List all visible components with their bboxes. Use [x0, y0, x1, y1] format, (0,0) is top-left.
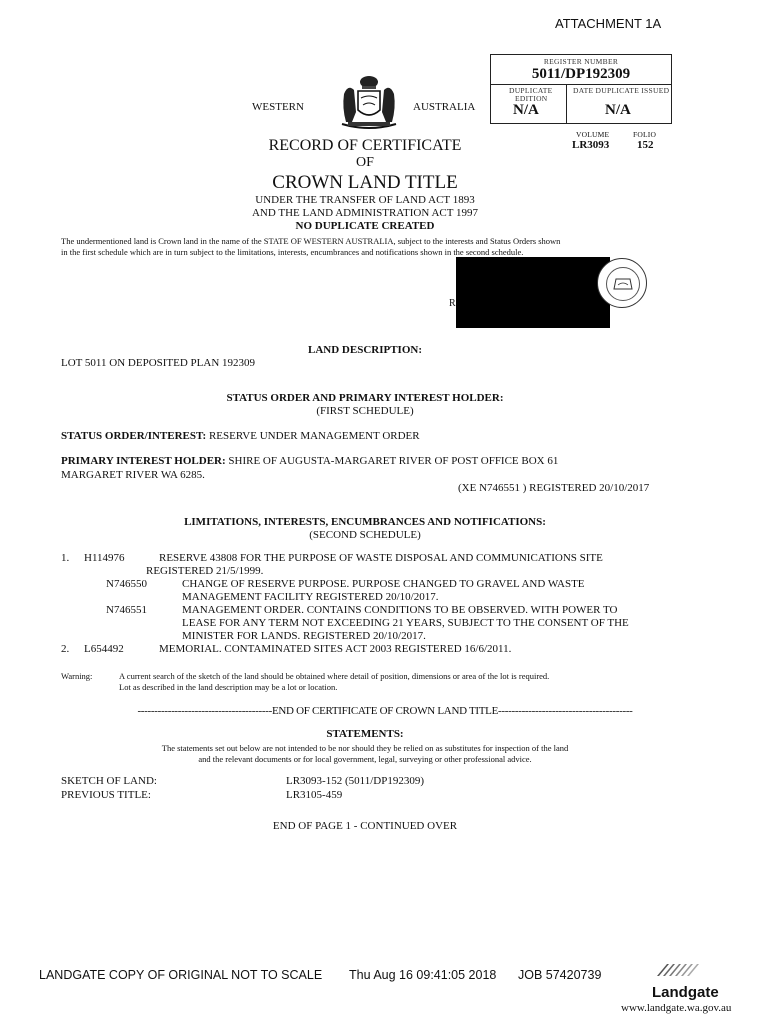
first-schedule-heading: STATUS ORDER AND PRIMARY INTEREST HOLDER: — [226, 392, 504, 404]
title-line-3: CROWN LAND TITLE — [272, 172, 458, 193]
title-line-2: OF — [356, 155, 374, 170]
second-schedule-heading: LIMITATIONS, INTERESTS, ENCUMBRANCES AND NOTIFICATIONS: — [184, 516, 546, 528]
landgate-logo-icon — [655, 960, 705, 980]
statements-heading: STATEMENTS: — [326, 728, 404, 740]
statements-line-1: The statements set out below are not intended to be nor should they be relied on as substitutes for inspection of the land — [161, 743, 569, 753]
footer-copy-notice: LANDGATE COPY OF ORIGINAL NOT TO SCALE — [39, 968, 323, 982]
intro-line-2: in the first schedule which are in turn subject to the limitations, interests, encumbrances and notifications shown in the second schedule. — [61, 247, 524, 257]
attachment-label: ATTACHMENT 1A — [555, 16, 662, 31]
land-description-text: LOT 5011 ON DEPOSITED PLAN 192309 — [61, 357, 256, 369]
list-item-code: H114976 — [84, 552, 125, 564]
register-number-label: REGISTER NUMBER — [543, 57, 619, 66]
status-order-row — [61, 430, 420, 442]
footer-job: JOB 57420739 — [518, 968, 602, 982]
list-item-line: MANAGEMENT FACILITY REGISTERED 20/10/2017. — [182, 591, 439, 603]
landgate-brand: Landgate — [652, 984, 719, 1001]
sketch-label: SKETCH OF LAND: — [61, 775, 157, 787]
landgate-seal-icon — [597, 258, 647, 308]
act-line-1: UNDER THE TRANSFER OF LAND ACT 1893 — [255, 194, 475, 206]
list-item-line: MINISTER FOR LANDS. REGISTERED 20/10/2017. — [182, 630, 426, 642]
volume-value: LR3093 — [572, 139, 610, 151]
warning-line-2: Lot as described in the land description may be a lot or location. — [119, 682, 338, 692]
statements-line-2: and the relevant documents or for local government, legal, surveying or other professional advice. — [198, 754, 532, 764]
warning-line-1: A current search of the sketch of the land should be obtained where detail of position, dimensions or area of the lot is required. — [119, 671, 550, 681]
primary-holder-value-1: SHIRE OF AUGUSTA-MARGARET RIVER OF POST OFFICE BOX 61 — [228, 455, 559, 467]
land-description-heading: LAND DESCRIPTION: — [308, 344, 422, 356]
duplicate-edition-value: N/A — [513, 102, 539, 118]
list-item-line: LEASE FOR ANY TERM NOT EXCEEDING 21 YEARS, SUBJECT TO THE CONSENT OF THE — [182, 617, 629, 629]
redaction-block — [456, 257, 610, 328]
date-issued-value: N/A — [605, 102, 631, 118]
list-item-number: 1. — [61, 552, 70, 564]
partial-letter: R — [449, 298, 456, 309]
folio-label: FOLIO — [633, 130, 657, 139]
previous-title-value: LR3105-459 — [286, 789, 343, 801]
duplicate-edition-label: DUPLICATE — [509, 86, 553, 95]
primary-holder-label: PRIMARY INTEREST HOLDER: — [61, 455, 226, 467]
list-item-code: L654492 — [84, 643, 124, 655]
state-right-word: AUSTRALIA — [413, 101, 476, 113]
landgate-url: www.landgate.wa.gov.au — [621, 1002, 732, 1014]
sketch-value: LR3093-152 (5011/DP192309) — [286, 775, 425, 787]
no-duplicate-notice: NO DUPLICATE CREATED — [295, 220, 435, 232]
title-line-1: RECORD OF CERTIFICATE — [268, 137, 462, 154]
volume-label: VOLUME — [576, 130, 610, 139]
end-of-certificate-line: ----------------------------------------END OF CERTIFICATE OF CROWN LAND TITLE---------------------------------------- — [137, 705, 633, 717]
list-item-line: MANAGEMENT ORDER. CONTAINS CONDITIONS TO BE OBSERVED. WITH POWER TO — [182, 604, 618, 616]
list-item-line: CHANGE OF RESERVE PURPOSE. PURPOSE CHANGED TO GRAVEL AND WASTE — [182, 578, 585, 590]
folio-value: 152 — [637, 139, 654, 151]
end-of-page-notice: END OF PAGE 1 - CONTINUED OVER — [272, 820, 458, 832]
date-issued-label: DATE DUPLICATE ISSUED — [573, 86, 670, 95]
list-item-line: MEMORIAL. CONTAMINATED SITES ACT 2003 REGISTERED 16/6/2011. — [159, 643, 512, 655]
list-item-line: REGISTERED 21/5/1999. — [146, 565, 264, 577]
list-item-code: N746551 — [106, 604, 147, 616]
primary-holder-row — [61, 455, 558, 467]
primary-holder-value-2: MARGARET RIVER WA 6285. — [61, 469, 205, 481]
status-order-value: RESERVE UNDER MANAGEMENT ORDER — [208, 430, 420, 442]
register-box — [490, 54, 672, 124]
state-left-word: WESTERN — [252, 101, 304, 113]
second-schedule-subheading: (SECOND SCHEDULE) — [309, 529, 421, 541]
act-line-2: AND THE LAND ADMINISTRATION ACT 1997 — [251, 207, 478, 219]
duplicate-edition-label-2: EDITION — [515, 94, 548, 103]
status-order-label: STATUS ORDER/INTEREST: — [61, 430, 207, 442]
coat-of-arms-icon — [334, 72, 404, 132]
intro-line-1: The undermentioned land is Crown land in the name of the STATE OF WESTERN AUSTRALIA, subject to the interests and Status Orders shown — [61, 236, 561, 246]
list-item-code: N746550 — [106, 578, 147, 590]
footer-timestamp: Thu Aug 16 09:41:05 2018 — [349, 968, 497, 982]
list-item-number: 2. — [61, 643, 70, 655]
list-item-line: RESERVE 43808 FOR THE PURPOSE OF WASTE DISPOSAL AND COMMUNICATIONS SITE — [159, 552, 603, 564]
holder-registration: (XE N746551 ) REGISTERED 20/10/2017 — [458, 482, 650, 494]
warning-label: Warning: — [61, 671, 93, 681]
register-number: 5011/DP192309 — [531, 66, 631, 82]
previous-title-label: PREVIOUS TITLE: — [61, 789, 151, 801]
first-schedule-subheading: (FIRST SCHEDULE) — [316, 405, 414, 417]
